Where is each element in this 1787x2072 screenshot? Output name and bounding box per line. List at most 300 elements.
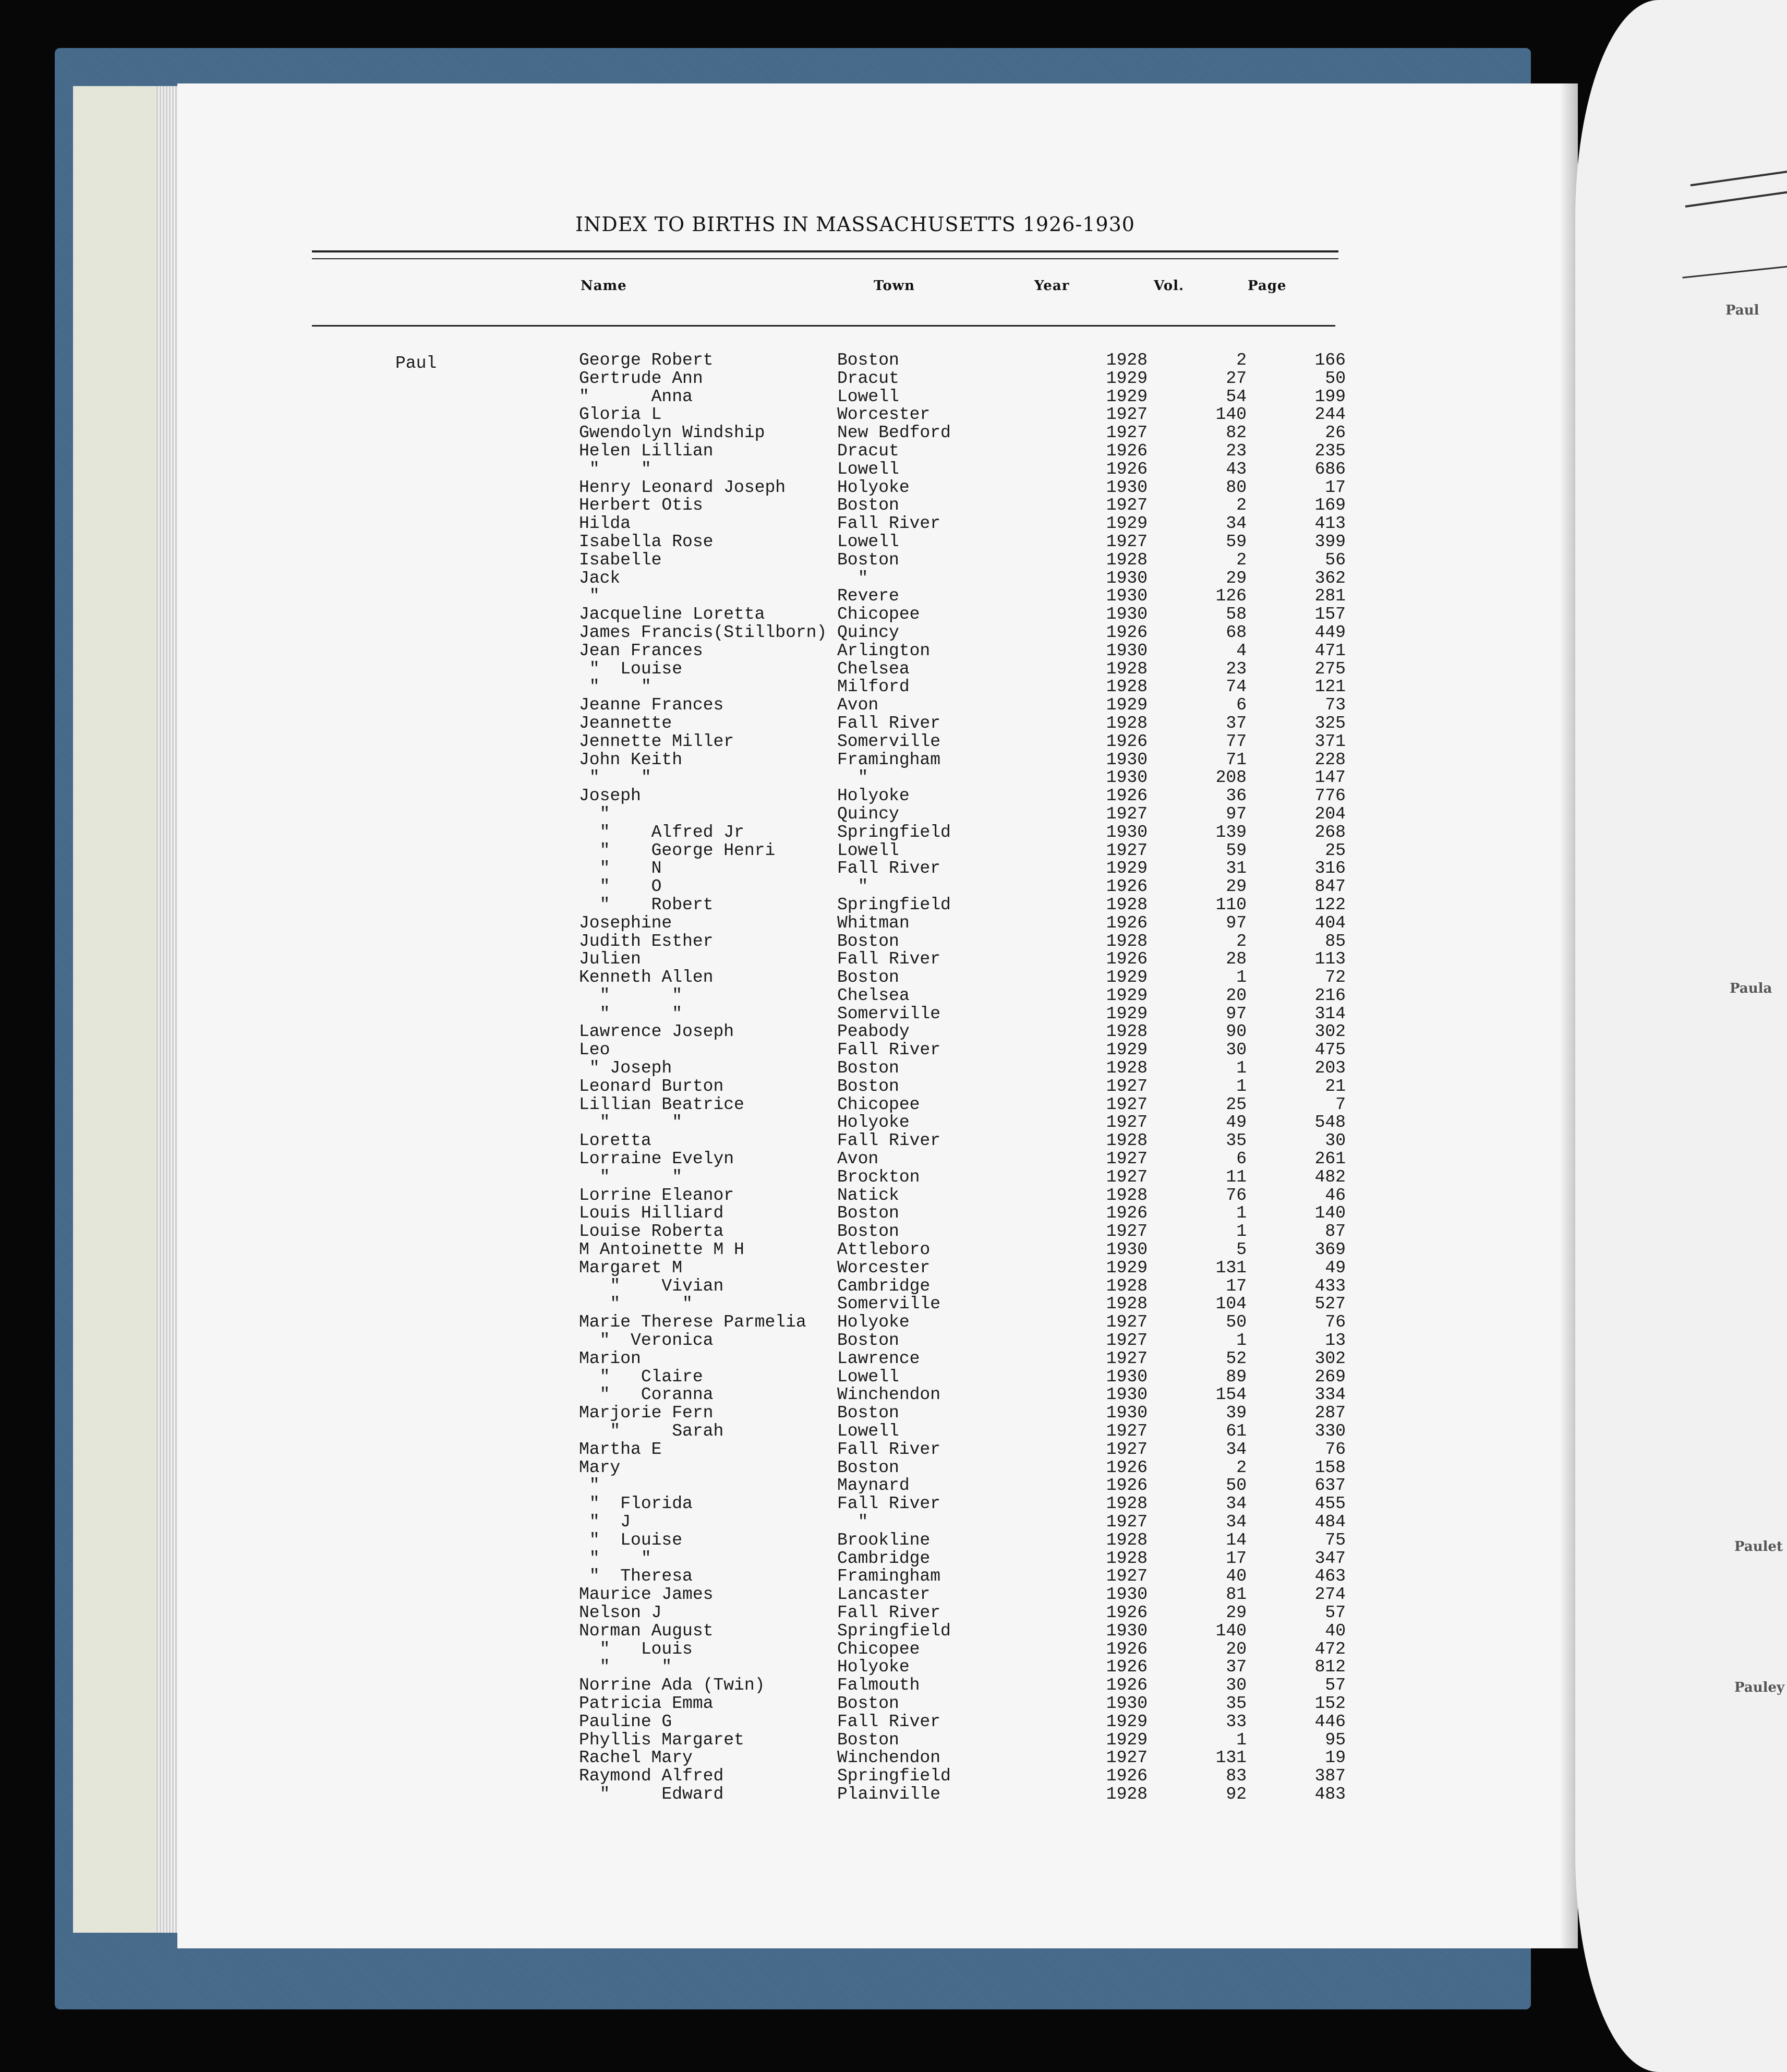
given-name-cell: " Edward [579, 1784, 724, 1804]
given-name-cell: Norrine Ada (Twin) [579, 1676, 765, 1695]
year-cell: 1926 [1106, 786, 1148, 806]
year-cell: 1929 [1106, 1730, 1148, 1750]
year-cell: 1930 [1106, 605, 1148, 624]
town-cell: Boston [837, 1076, 899, 1096]
town-cell: Somerville [837, 1294, 941, 1314]
volume-cell: 1 [1236, 1058, 1247, 1078]
page-cell: 637 [1314, 1476, 1346, 1496]
year-cell: 1928 [1106, 1784, 1148, 1804]
year-cell: 1930 [1106, 568, 1148, 588]
given-name-cell: Gertrude Ann [579, 368, 703, 388]
year-cell: 1926 [1106, 1657, 1148, 1677]
given-name-cell: " Vivian [579, 1276, 724, 1296]
volume-cell: 68 [1226, 622, 1247, 642]
town-cell: Boston [837, 1457, 899, 1477]
given-name-cell: " Louise [579, 659, 683, 679]
town-cell: Fall River [837, 1603, 941, 1622]
given-name-cell: Helen Lillian [579, 441, 714, 461]
title-rule [312, 258, 1338, 259]
given-name-cell: Jennette Miller [579, 731, 734, 751]
table-row [579, 1222, 1361, 1240]
page-cell: 281 [1314, 586, 1346, 606]
town-cell: Cambridge [837, 1276, 931, 1296]
town-cell: Boston [837, 1058, 899, 1078]
volume-cell: 131 [1215, 1258, 1247, 1278]
given-name-cell: " Florida [579, 1494, 693, 1514]
volume-cell: 1 [1236, 1331, 1247, 1351]
table-row [579, 1766, 1361, 1785]
given-name-cell: Marion [579, 1348, 641, 1368]
table-row [579, 1240, 1361, 1258]
given-name-cell: " " [579, 768, 651, 788]
page-cell: 7 [1335, 1094, 1346, 1114]
volume-cell: 131 [1215, 1748, 1247, 1768]
table-row [579, 369, 1361, 387]
given-name-cell: " Alfred Jr [579, 822, 744, 842]
given-name-cell: Hilda [579, 514, 631, 534]
page-cell: 413 [1314, 514, 1346, 534]
year-cell: 1927 [1106, 1076, 1148, 1096]
table-row [579, 605, 1361, 623]
volume-cell: 74 [1226, 677, 1247, 697]
year-cell: 1927 [1106, 1439, 1148, 1459]
year-cell: 1928 [1106, 931, 1148, 951]
given-name-cell: Isabella Rose [579, 532, 714, 551]
header-rule [312, 325, 1335, 327]
table-row [579, 1058, 1361, 1077]
table-row [579, 1258, 1361, 1276]
facing-page [1575, 0, 1787, 2072]
given-name-cell: " George Henri [579, 840, 776, 860]
page-cell: 157 [1314, 605, 1346, 624]
table-row [579, 550, 1361, 569]
table-row [579, 441, 1361, 460]
table-row [579, 1077, 1361, 1095]
volume-cell: 1 [1236, 1730, 1247, 1750]
table-row [579, 1712, 1361, 1730]
table-row [579, 695, 1361, 714]
facing-label: Paulet [1734, 1539, 1783, 1555]
page-edges [156, 86, 180, 1933]
given-name-cell: " J [579, 1512, 631, 1532]
volume-cell: 140 [1215, 1621, 1247, 1641]
given-name-cell: " Louis [579, 1639, 693, 1659]
town-cell: Attleboro [837, 1240, 931, 1260]
page-cell: 446 [1314, 1712, 1346, 1731]
page-cell: 199 [1314, 387, 1346, 406]
town-cell: Brookline [837, 1530, 931, 1550]
year-cell: 1927 [1106, 532, 1148, 551]
surname-label: Paul [395, 354, 437, 373]
page-cell: 166 [1314, 351, 1346, 370]
table-row [579, 1167, 1361, 1186]
column-header-year: Year [1034, 278, 1070, 294]
table-row [579, 1113, 1361, 1131]
index-table [579, 351, 1361, 1803]
volume-cell: 23 [1226, 659, 1247, 679]
year-cell: 1929 [1106, 1040, 1148, 1060]
volume-cell: 82 [1226, 423, 1247, 443]
town-cell: Maynard [837, 1476, 910, 1496]
town-cell: Lowell [837, 1367, 899, 1387]
volume-cell: 29 [1226, 1603, 1247, 1622]
town-cell: " [837, 1512, 868, 1532]
given-name-cell: James Francis(Stillborn) [579, 622, 827, 642]
given-name-cell: Henry Leonard Joseph [579, 477, 786, 497]
endpaper [73, 86, 162, 1933]
given-name-cell: Raymond Alfred [579, 1766, 724, 1786]
facing-rule [1691, 171, 1787, 186]
page-cell: 302 [1314, 1022, 1346, 1042]
volume-cell: 2 [1236, 496, 1247, 515]
table-row [579, 1476, 1361, 1494]
year-cell: 1927 [1106, 1312, 1148, 1332]
town-cell: Chicopee [837, 1094, 920, 1114]
volume-cell: 37 [1226, 713, 1247, 733]
year-cell: 1927 [1106, 1094, 1148, 1114]
given-name-cell: Nelson J [579, 1603, 662, 1622]
given-name-cell: Pauline G [579, 1712, 672, 1731]
volume-cell: 30 [1226, 1040, 1247, 1060]
town-cell: Chicopee [837, 605, 920, 624]
column-header-name: Name [581, 278, 627, 294]
given-name-cell: Jacqueline Loretta [579, 605, 765, 624]
given-name-cell: Jean Frances [579, 641, 703, 660]
given-name-cell: " Veronica [579, 1331, 714, 1351]
year-cell: 1927 [1106, 1222, 1148, 1242]
page-cell: 204 [1314, 804, 1346, 824]
town-cell: Whitman [837, 913, 910, 933]
volume-cell: 77 [1226, 731, 1247, 751]
volume-cell: 37 [1226, 1657, 1247, 1677]
year-cell: 1928 [1106, 351, 1148, 370]
page-cell: 76 [1325, 1312, 1346, 1332]
page-cell: 50 [1325, 368, 1346, 388]
given-name-cell: Lillian Beatrice [579, 1094, 744, 1114]
page-cell: 56 [1325, 550, 1346, 570]
page-cell: 302 [1314, 1348, 1346, 1368]
page-cell: 334 [1314, 1385, 1346, 1405]
volume-cell: 58 [1226, 605, 1247, 624]
given-name-cell: Louis Hilliard [579, 1203, 724, 1223]
year-cell: 1928 [1106, 1058, 1148, 1078]
given-name-cell: " " [579, 1167, 683, 1187]
table-row [579, 387, 1361, 405]
town-cell: Chicopee [837, 1639, 920, 1659]
table-row [579, 714, 1361, 732]
page-cell: 268 [1314, 822, 1346, 842]
year-cell: 1927 [1106, 804, 1148, 824]
volume-cell: 97 [1226, 913, 1247, 933]
town-cell: " [837, 768, 868, 788]
table-row [579, 623, 1361, 641]
table-row [579, 1657, 1361, 1676]
volume-cell: 29 [1226, 877, 1247, 897]
page-cell: 152 [1314, 1693, 1346, 1713]
volume-cell: 6 [1236, 1149, 1247, 1169]
table-row [579, 859, 1361, 877]
volume-cell: 52 [1226, 1348, 1247, 1368]
town-cell: Lancaster [837, 1585, 931, 1605]
volume-cell: 6 [1236, 695, 1247, 715]
facing-rule [1685, 191, 1787, 208]
town-cell: Cambridge [837, 1548, 931, 1568]
volume-cell: 139 [1215, 822, 1247, 842]
table-row [579, 1694, 1361, 1712]
page-cell: 87 [1325, 1222, 1346, 1242]
page-cell: 19 [1325, 1748, 1346, 1768]
year-cell: 1930 [1106, 586, 1148, 606]
year-cell: 1928 [1106, 1294, 1148, 1314]
volume-cell: 43 [1226, 459, 1247, 479]
page-cell: 73 [1325, 695, 1346, 715]
town-cell: Fall River [837, 1494, 941, 1514]
volume-cell: 1 [1236, 1076, 1247, 1096]
given-name-cell: John Keith [579, 750, 683, 769]
volume-cell: 4 [1236, 641, 1247, 660]
year-cell: 1926 [1106, 441, 1148, 461]
page-cell: 484 [1314, 1512, 1346, 1532]
volume-cell: 89 [1226, 1367, 1247, 1387]
given-name-cell: Rachel Mary [579, 1748, 693, 1768]
page-cell: 362 [1314, 568, 1346, 588]
page-cell: 57 [1325, 1676, 1346, 1695]
given-name-cell: Lawrence Joseph [579, 1022, 734, 1042]
page-cell: 203 [1314, 1058, 1346, 1078]
given-name-cell: " Theresa [579, 1567, 693, 1586]
year-cell: 1927 [1106, 1331, 1148, 1351]
given-name-cell: Martha E [579, 1439, 662, 1459]
table-row [579, 1022, 1361, 1040]
given-name-cell: Marjorie Fern [579, 1403, 714, 1423]
given-name-cell: Gwendolyn Windship [579, 423, 765, 443]
town-cell: Boston [837, 1203, 899, 1223]
volume-cell: 81 [1226, 1585, 1247, 1605]
town-cell: Dracut [837, 441, 899, 461]
year-cell: 1927 [1106, 1167, 1148, 1187]
table-row [579, 569, 1361, 587]
year-cell: 1928 [1106, 1494, 1148, 1514]
town-cell: Boston [837, 1730, 899, 1750]
given-name-cell: M Antoinette M H [579, 1240, 744, 1260]
volume-cell: 1 [1236, 968, 1247, 987]
given-name-cell: " " [579, 459, 651, 479]
town-cell: Fall River [837, 1712, 941, 1731]
town-cell: Holyoke [837, 477, 910, 497]
table-row [579, 1621, 1361, 1640]
table-row [579, 1549, 1361, 1567]
year-cell: 1929 [1106, 368, 1148, 388]
given-name-cell: Jeannette [579, 713, 672, 733]
title-rule [312, 250, 1338, 252]
town-cell: Dracut [837, 368, 899, 388]
given-name-cell: Leonard Burton [579, 1076, 724, 1096]
facing-label: Paul [1725, 303, 1759, 318]
town-cell: Lowell [837, 387, 899, 406]
table-row [579, 804, 1361, 823]
year-cell: 1926 [1106, 1603, 1148, 1622]
town-cell: Natick [837, 1185, 899, 1205]
town-cell: Fall River [837, 514, 941, 534]
year-cell: 1928 [1106, 1185, 1148, 1205]
page-cell: 30 [1325, 1131, 1346, 1151]
town-cell: New Bedford [837, 423, 951, 443]
year-cell: 1928 [1106, 677, 1148, 697]
town-cell: Quincy [837, 804, 899, 824]
town-cell: Boston [837, 968, 899, 987]
given-name-cell: Patricia Emma [579, 1693, 714, 1713]
volume-cell: 34 [1226, 1439, 1247, 1459]
table-row [579, 586, 1361, 605]
page-cell: 686 [1314, 459, 1346, 479]
page-title: INDEX TO BIRTHS IN MASSACHUSETTS 1926-1930 [575, 213, 1135, 236]
year-cell: 1928 [1106, 1530, 1148, 1550]
year-cell: 1926 [1106, 1639, 1148, 1659]
page-cell: 449 [1314, 622, 1346, 642]
year-cell: 1927 [1106, 1113, 1148, 1133]
given-name-cell: George Robert [579, 351, 714, 370]
town-cell: Boston [837, 550, 899, 570]
table-row [579, 768, 1361, 786]
table-row [579, 1040, 1361, 1058]
page-cell: 26 [1325, 423, 1346, 443]
town-cell: Springfield [837, 895, 951, 914]
table-row [579, 1494, 1361, 1512]
town-cell: Holyoke [837, 1657, 910, 1677]
table-row [579, 1422, 1361, 1440]
volume-cell: 34 [1226, 514, 1247, 534]
town-cell: Holyoke [837, 786, 910, 806]
year-cell: 1929 [1106, 695, 1148, 715]
page-cell: 75 [1325, 1530, 1346, 1550]
town-cell: Brockton [837, 1167, 920, 1187]
table-row [579, 1312, 1361, 1331]
page-cell: 121 [1314, 677, 1346, 697]
year-cell: 1930 [1106, 1240, 1148, 1260]
given-name-cell: " " [579, 1004, 683, 1023]
year-cell: 1929 [1106, 859, 1148, 878]
table-row [579, 1349, 1361, 1367]
year-cell: 1929 [1106, 1712, 1148, 1731]
year-cell: 1929 [1106, 1258, 1148, 1278]
table-row [579, 986, 1361, 1004]
year-cell: 1926 [1106, 1203, 1148, 1223]
volume-cell: 11 [1226, 1167, 1247, 1187]
table-row [579, 968, 1361, 986]
town-cell: Boston [837, 1222, 899, 1242]
volume-cell: 17 [1226, 1276, 1247, 1296]
year-cell: 1930 [1106, 1403, 1148, 1423]
town-cell: Avon [837, 1149, 879, 1169]
year-cell: 1928 [1106, 550, 1148, 570]
table-row [579, 1385, 1361, 1403]
table-row [579, 1748, 1361, 1766]
town-cell: Holyoke [837, 1312, 910, 1332]
page-cell: 369 [1314, 1240, 1346, 1260]
volume-cell: 92 [1226, 1784, 1247, 1804]
town-cell: Milford [837, 677, 910, 697]
year-cell: 1930 [1106, 1385, 1148, 1405]
table-row [579, 841, 1361, 859]
volume-cell: 29 [1226, 568, 1247, 588]
page-cell: 158 [1314, 1457, 1346, 1477]
volume-cell: 110 [1215, 895, 1247, 914]
given-name-cell: " " [579, 1294, 693, 1314]
volume-cell: 83 [1226, 1766, 1247, 1786]
given-name-cell: Judith Esther [579, 931, 714, 951]
page-cell: 330 [1314, 1422, 1346, 1441]
page-cell: 776 [1314, 786, 1346, 806]
volume-cell: 33 [1226, 1712, 1247, 1731]
volume-cell: 25 [1226, 1094, 1247, 1114]
page-cell: 433 [1314, 1276, 1346, 1296]
volume-cell: 1 [1236, 1222, 1247, 1242]
table-row [579, 895, 1361, 913]
volume-cell: 14 [1226, 1530, 1247, 1550]
town-cell: Fall River [837, 1040, 941, 1060]
page-cell: 475 [1314, 1040, 1346, 1060]
year-cell: 1926 [1106, 1676, 1148, 1695]
table-row [579, 932, 1361, 950]
given-name-cell: Maurice James [579, 1585, 714, 1605]
table-row [579, 659, 1361, 678]
year-cell: 1927 [1106, 1422, 1148, 1441]
volume-cell: 39 [1226, 1403, 1247, 1423]
town-cell: " [837, 568, 868, 588]
page-cell: 140 [1314, 1203, 1346, 1223]
volume-cell: 49 [1226, 1113, 1247, 1133]
volume-cell: 34 [1226, 1494, 1247, 1514]
volume-cell: 97 [1226, 804, 1247, 824]
volume-cell: 27 [1226, 368, 1247, 388]
year-cell: 1928 [1106, 1276, 1148, 1296]
volume-cell: 2 [1236, 931, 1247, 951]
town-cell: Springfield [837, 822, 951, 842]
page-cell: 228 [1314, 750, 1346, 769]
given-name-cell: Julien [579, 949, 641, 969]
town-cell: Quincy [837, 622, 899, 642]
volume-cell: 54 [1226, 387, 1247, 406]
table-row [579, 1004, 1361, 1022]
given-name-cell: " " [579, 1548, 651, 1568]
table-row [579, 1403, 1361, 1422]
table-row [579, 1603, 1361, 1621]
year-cell: 1930 [1106, 1367, 1148, 1387]
town-cell: Arlington [837, 641, 931, 660]
page-cell: 40 [1325, 1621, 1346, 1641]
town-cell: Framingham [837, 1567, 941, 1586]
volume-cell: 20 [1226, 1639, 1247, 1659]
town-cell: Lowell [837, 840, 899, 860]
year-cell: 1926 [1106, 1766, 1148, 1786]
town-cell: Chelsea [837, 659, 910, 679]
year-cell: 1926 [1106, 1457, 1148, 1477]
volume-cell: 36 [1226, 786, 1247, 806]
table-row [579, 1095, 1361, 1113]
volume-cell: 20 [1226, 985, 1247, 1005]
given-name-cell: " Sarah [579, 1422, 724, 1441]
year-cell: 1927 [1106, 405, 1148, 425]
town-cell: Boston [837, 1693, 899, 1713]
page-cell: 275 [1314, 659, 1346, 679]
volume-cell: 154 [1215, 1385, 1247, 1405]
page-cell: 287 [1314, 1403, 1346, 1423]
volume-cell: 50 [1226, 1312, 1247, 1332]
year-cell: 1926 [1106, 877, 1148, 897]
page-cell: 455 [1314, 1494, 1346, 1514]
town-cell: Fall River [837, 949, 941, 969]
town-cell: Boston [837, 496, 899, 515]
